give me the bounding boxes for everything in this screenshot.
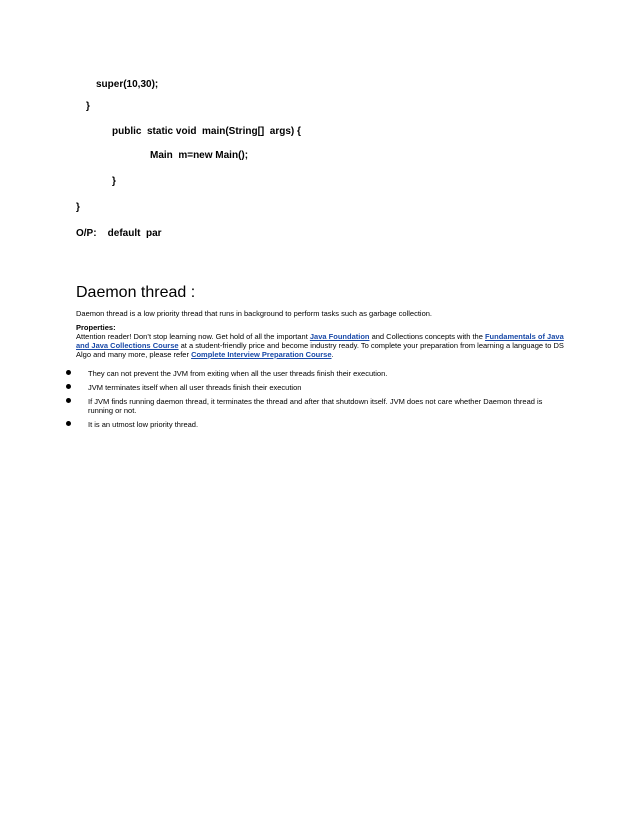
list-item: They can not prevent the JVM from exiting when all the user threads finish their execution.	[64, 369, 566, 378]
code-line-main-signature: public static void main(String[] args) {	[112, 126, 301, 137]
code-line-main-body: Main m=new Main();	[150, 150, 249, 161]
bullet-icon	[66, 370, 71, 375]
properties-text-3: at a student-friendly price and become industry ready. To complete your preparation from learning a language to DS Algo and many more, please refer	[76, 341, 564, 359]
code-output-line: O/P: default par	[76, 228, 162, 239]
code-line-constructor-close: }	[86, 101, 90, 112]
code-line-super-call: super(10,30);	[96, 79, 159, 90]
properties-block	[76, 323, 566, 359]
properties-text-2: and Collections concepts with the	[369, 332, 485, 341]
list-item: If JVM finds running daemon thread, it terminates the thread and after that shutdown itself. JVM does not care whether Daemon thread is running or not.	[64, 397, 566, 415]
java-foundation-link[interactable]: Java Foundation	[309, 332, 370, 341]
properties-heading: Properties:	[76, 323, 116, 332]
list-item: JVM terminates itself when all user threads finish their execution	[64, 383, 566, 392]
code-line-class-close: }	[76, 202, 80, 213]
section-title: Daemon thread :	[76, 284, 196, 301]
code-line-main-close: }	[112, 176, 116, 187]
properties-text-end: .	[331, 350, 334, 359]
list-item: It is an utmost low priority thread.	[64, 420, 566, 429]
bullet-icon	[66, 398, 71, 403]
section-intro: Daemon thread is a low priority thread that runs in background to perform tasks such as garbage collection.	[76, 309, 433, 318]
bullet-icon	[66, 421, 71, 426]
daemon-properties-list	[64, 369, 566, 434]
bullet-icon	[66, 384, 71, 389]
interview-preparation-course-link[interactable]: Complete Interview Preparation Course	[191, 350, 332, 359]
java-collections-course-link[interactable]: Fundamentals of Java and Java Collections Course	[76, 332, 564, 350]
properties-text-1: Attention reader! Don’t stop learning now. Get hold of all the important	[76, 332, 310, 341]
